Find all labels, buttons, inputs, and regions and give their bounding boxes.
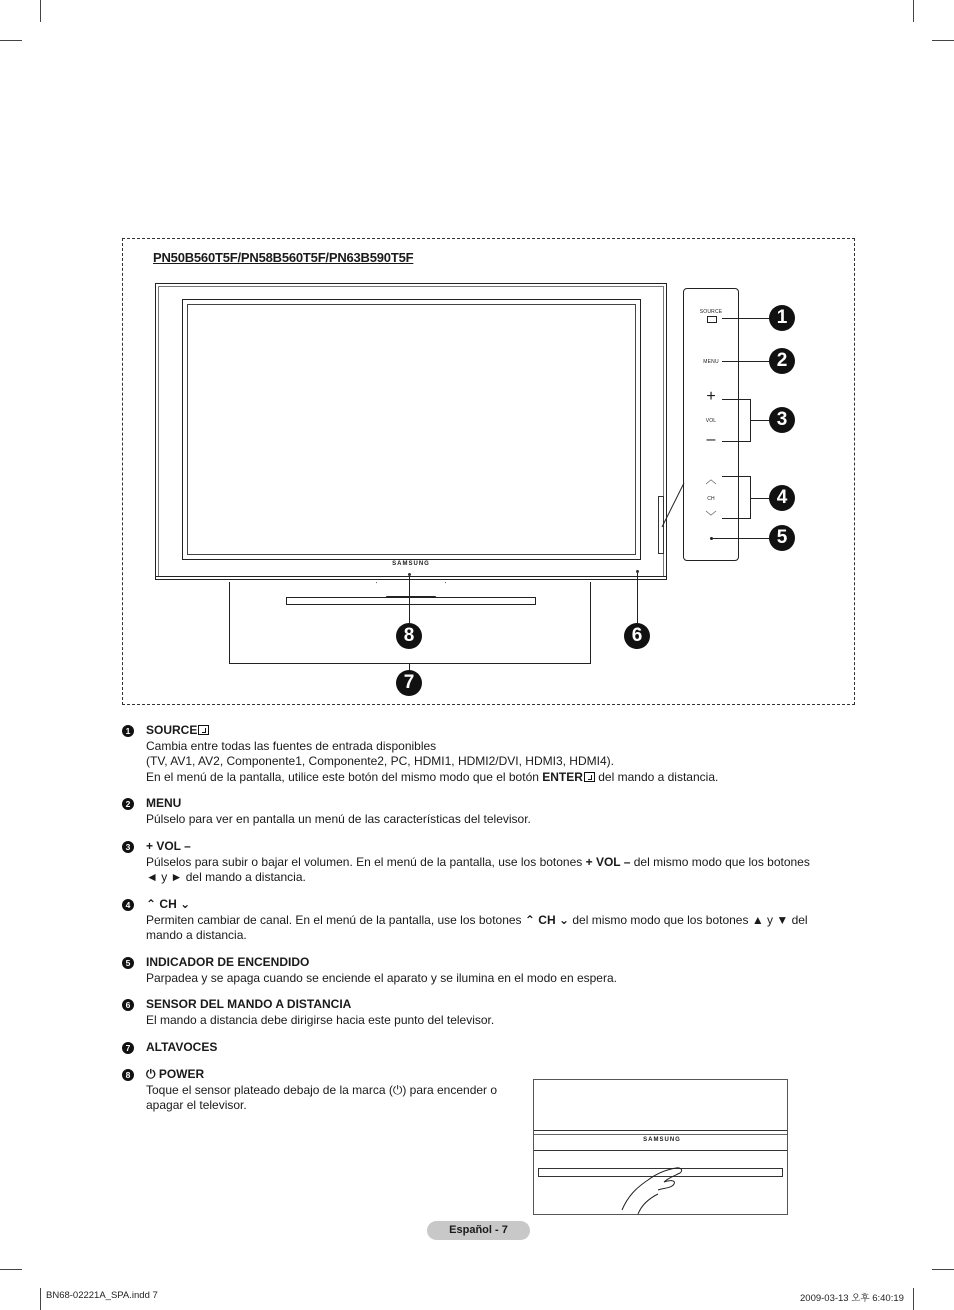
item-text: ) para encender o [402,1082,498,1097]
item-text: (TV, AV1, AV2, Componente1, Componente2, PC, HDMI1, HDMI2/DVI, HDMI3, HDMI4). [146,754,614,768]
item-title: + VOL – [146,839,191,853]
chevron-down-icon: ﹀ [705,511,717,523]
enter-icon [707,316,717,323]
item-text: Parpadea y se apaga cuando se enciende el aparato y se ilumina en el modo en espera. [146,970,617,985]
callout-line-4 [722,476,750,477]
crop-mark [40,1288,41,1310]
item-text: ◄ y ► del mando a distancia. [146,870,306,884]
crop-mark [913,1288,914,1310]
item-number-badge: 3 [122,841,134,853]
crop-mark [0,1269,22,1270]
chevron-down-icon: ⌄ [180,897,191,911]
item-remote-sensor [146,997,494,1028]
callout-line-7 [590,582,591,663]
tv-stand-neck [376,582,446,597]
item-text-bold: CH [538,912,556,927]
crop-mark [40,0,41,22]
callout-line-1 [722,318,770,319]
item-text: apagar el televisor. [146,1098,247,1112]
callout-badge-7: 7 [396,670,422,696]
callout-badge-2: 2 [769,348,795,374]
minus-icon: – [706,431,716,448]
enter-icon [584,772,595,782]
chevron-up-icon: ︿ [705,474,717,486]
illustration-brand: SAMSUNG [643,1137,681,1143]
callout-line-4 [750,498,770,499]
item-text-bold: ENTER [542,769,583,784]
chevron-up-icon: ⌃ [146,897,157,911]
item-number-badge: 2 [122,798,134,810]
hand-icon [614,1144,694,1214]
item-title: ALTAVOCES [146,1040,218,1054]
item-text: del mismo modo que los botones ▲ y ▼ del [569,912,808,927]
item-power-indicator [146,955,617,986]
callout-badge-1: 1 [769,305,795,331]
panel-vol-label: VOL [705,418,717,424]
item-title: INDICADOR DE ENCENDIDO [146,955,310,969]
callout-badge-4: 4 [769,485,795,511]
item-text: Toque el sensor plateado debajo de la marca ( [146,1082,393,1097]
item-text-bold: + VOL – [585,854,631,869]
item-title: MENU [146,796,182,810]
power-touch-illustration [533,1079,788,1215]
item-number-badge: 5 [122,957,134,969]
item-text: El mando a distancia debe dirigirse hacia este punto del televisor. [146,1012,495,1027]
item-text: del mismo modo que los botones [630,854,810,869]
callout-line-6 [637,573,638,623]
callout-line-7 [229,582,230,663]
illustration-bezel-line [534,1130,787,1131]
callout-badge-8: 8 [396,623,422,649]
callout-line-5 [713,538,770,539]
crop-mark [932,40,954,41]
tv-screen-inner [187,304,636,555]
chevron-down-icon: ⌄ [558,912,570,927]
callout-line-3 [750,420,770,421]
item-title: POWER [158,1067,205,1081]
item-text: Púlselos para subir o bajar el volumen. En el menú de la pantalla, use los botones [146,854,586,869]
power-icon: ⏻ [146,1067,156,1081]
illustration-bezel-line [534,1134,787,1135]
chevron-up-icon: ⌃ [524,912,535,927]
item-source [146,723,718,785]
crop-mark [932,1269,954,1270]
callout-line-3 [722,399,750,400]
print-timestamp: 2009-03-13 오후 6:40:19 [800,1293,904,1304]
callout-badge-5: 5 [769,525,795,551]
callout-line-4 [722,518,750,519]
callout-badge-6: 6 [624,623,650,649]
item-number-badge: 6 [122,999,134,1011]
crop-mark [913,0,914,22]
plus-icon: + [706,388,716,405]
item-text: Púlselo para ver en pantalla un menú de las características del televisor. [146,811,531,826]
panel-ch-label: CH [707,496,715,502]
item-text: del mando a distancia. [594,769,719,784]
item-number-badge: 8 [122,1069,134,1081]
item-text: Cambia entre todas las fuentes de entrada disponibles [146,738,437,753]
item-speakers [146,1040,217,1056]
power-icon: ⏻ [392,1082,403,1097]
tv-stand-base [286,597,536,605]
panel-source-label: SOURCE [699,309,723,315]
item-text: mando a distancia. [146,928,247,942]
item-title: SOURCE [146,723,198,737]
callout-line-2 [722,361,770,362]
item-ch [146,897,808,944]
item-vol [146,839,810,886]
item-text: Permiten cambiar de canal. En el menú de la pantalla, use los botones [146,912,525,927]
item-number-badge: 7 [122,1042,134,1054]
callout-badge-3: 3 [769,407,795,433]
crop-mark [0,40,22,41]
panel-menu-label: MENU [703,359,719,365]
item-title: CH [159,897,177,911]
callout-line-7 [229,663,591,664]
callout-line-8 [409,576,410,623]
page-number-label: Español - 7 [427,1221,530,1240]
callout-line-3 [722,441,750,442]
enter-icon [198,725,209,735]
print-file-info: BN68-02221A_SPA.indd 7 [46,1290,158,1301]
item-power [146,1067,497,1114]
item-text: En el menú de la pantalla, utilice este botón del mismo modo que el botón [146,769,543,784]
item-number-badge: 4 [122,899,134,911]
item-menu [146,796,531,827]
item-number-badge: 1 [122,725,134,737]
item-title: SENSOR DEL MANDO A DISTANCIA [146,997,352,1011]
tv-brand-logo: SAMSUNG [392,561,430,567]
model-title: PN50B560T5F/PN58B560T5F/PN63B590T5F [153,250,414,265]
